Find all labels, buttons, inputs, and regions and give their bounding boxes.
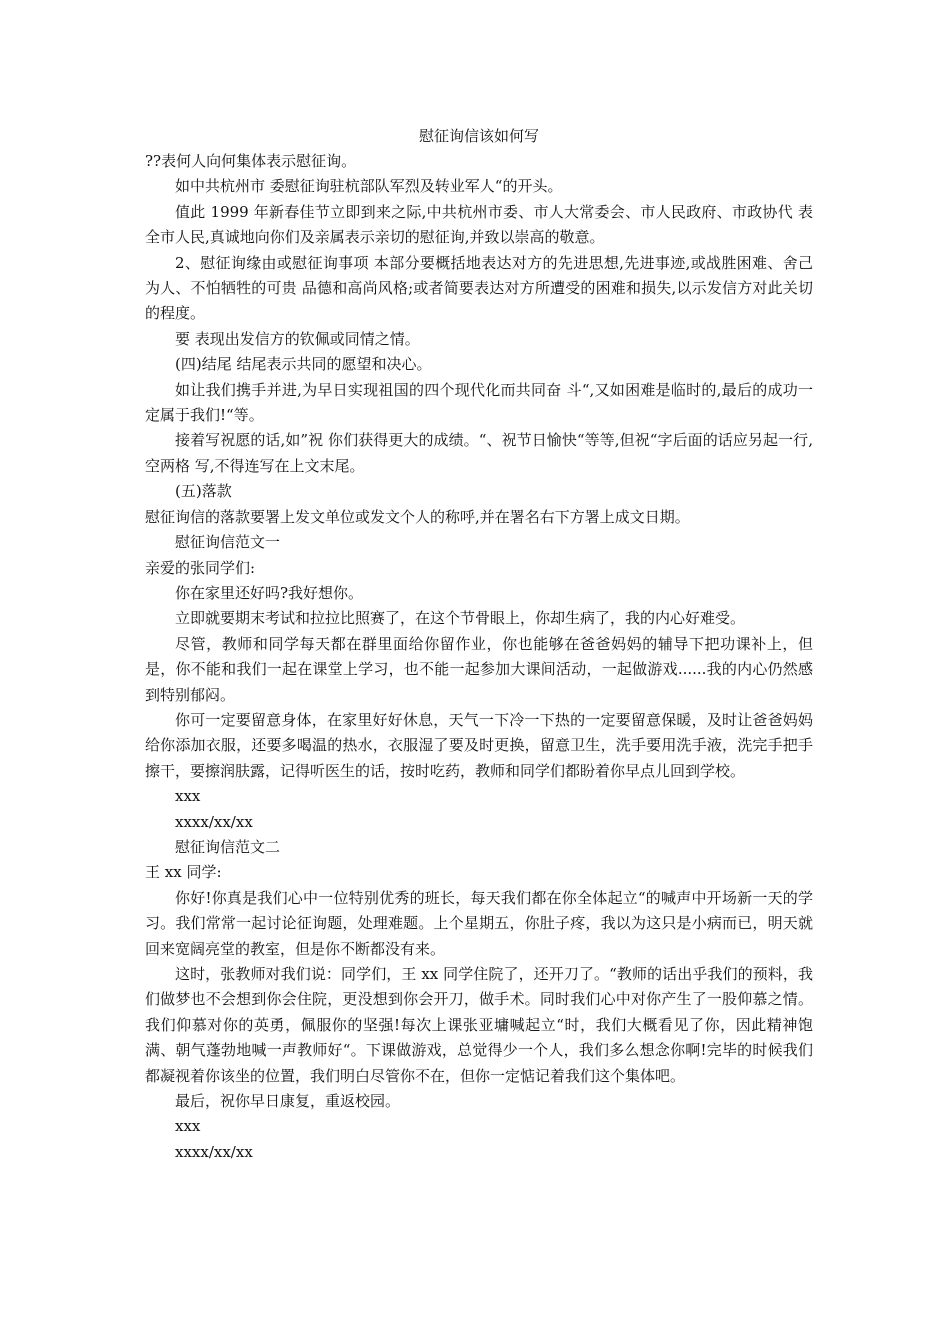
letter-salutation: 王 xx 同学: (145, 863, 222, 882)
paragraph: (四)结尾 结尾表示共同的愿望和决心。 (175, 355, 432, 374)
paragraph: ??表何人向何集体表示慰征询。 (145, 152, 357, 170)
letter-signature: xxx (175, 1117, 201, 1136)
paragraph: 你可一定要留意身体，在家里好好休息，天气一下冷一下热的一定要留意保暖，及时让爸爸妈妈给你添加衣服，还要多喝温的热水，衣服湿了要及时更换，留意卫生，洗手要用洗手液，洗完手把手擦干，要擦润肤露，记得听医生的话，按时吃药，教师和同学们都盼着你早点儿回到学校。 (145, 710, 813, 780)
paragraph: 这时，张教师对我们说：同学们，王 xx 同学住院了，还开刀了。“教师的话出乎我们的预料，我们做梦也不会想到你会住院，更没想到你会开刀，做手术。同时我们心中对你产生了一股仰慕之情。我们仰慕对你的英勇，佩服你的坚强!每次上课张亚墉喊起立“时，我们大概看见了你，因此精神饱满、朝气蓬勃地喊一声教师好“。下课做游戏，总觉得少一个人，我们多么想念你啊!完毕的时候我们都凝视着你该坐的位置，我们明白尽管你不在，但你一定惦记着我们这个集体吧。 (145, 965, 813, 1085)
paragraph: 慰征询信的落款要署上发文单位或发文个人的称呼,并在署名右下方署上成文日期。 (145, 507, 690, 526)
letter-salutation: 亲爱的张同学们: (145, 558, 256, 577)
paragraph: 你好!你真是我们心中一位特别优秀的班长，每天我们都在你全体起立“的喊声中开场新一天的学习。我们常常一起讨论征询题，处理难题。上个星期五，你肚子疼，我以为这只是小病而已，明天就回来宽阔亮堂的教室，但是你不断都没有来。 (145, 888, 813, 958)
section-heading: 慰征询信范文一 (175, 533, 281, 552)
paragraph: 如中共杭州市 委慰征询驻杭部队军烈及转业军人“的开头。 (175, 177, 563, 196)
letter-signature: xxx (175, 787, 201, 806)
document-title: 慰征询信该如何写 (418, 127, 539, 145)
letter-date: xxxx/xx/xx (175, 812, 253, 831)
section-heading: 慰征询信范文二 (175, 837, 281, 856)
document-page (145, 124, 813, 1165)
section-heading: (五)落款 (175, 482, 232, 501)
letter-date: xxxx/xx/xx (175, 1142, 253, 1161)
paragraph: 2、慰征询缘由或慰征询事项 本部分要概括地表达对方的先进思想,先进事迹,或战胜困难、舍己为人、不怕牺牲的可贵 品德和高尚风格;或者简要表达对方所遭受的困难和损失,以示发信方对此关切的程度。 (145, 253, 813, 323)
paragraph: 值此 1999 年新春佳节立即到来之际,中共杭州市委、市人大常委会、市人民政府、市政协代 表全市人民,真诚地向你们及亲属表示亲切的慰征询,并致以崇高的敬意。 (145, 202, 813, 247)
paragraph: 接着写祝愿的话,如”祝 你们获得更大的成绩。“、祝节日愉快“等等,但祝“字后面的话应另起一行,空两格 写,不得连写在上文末尾。 (145, 431, 813, 475)
paragraph: 如让我们携手并进,为早日实现祖国的四个现代化而共同奋 斗“,又如困难是临时的,最后的成功一定属于我们!“等。 (145, 380, 813, 425)
paragraph: 你在家里还好吗?我好想你。 (175, 583, 364, 602)
paragraph: 最后，祝你早日康复，重返校园。 (175, 1092, 401, 1111)
paragraph: 尽管，教师和同学每天都在群里面给你留作业，你也能够在爸爸妈妈的辅导下把功课补上，但是，你不能和我们一起在课堂上学习，也不能一起参加大课间活动，一起做游戏......我的内心仍然感到特别郁闷。 (145, 634, 813, 704)
paragraph: 立即就要期末考试和拉拉比照赛了，在这个节骨眼上，你却生病了，我的内心好难受。 (175, 609, 746, 628)
paragraph: 要 表现出发信方的钦佩或同情之情。 (175, 329, 420, 348)
